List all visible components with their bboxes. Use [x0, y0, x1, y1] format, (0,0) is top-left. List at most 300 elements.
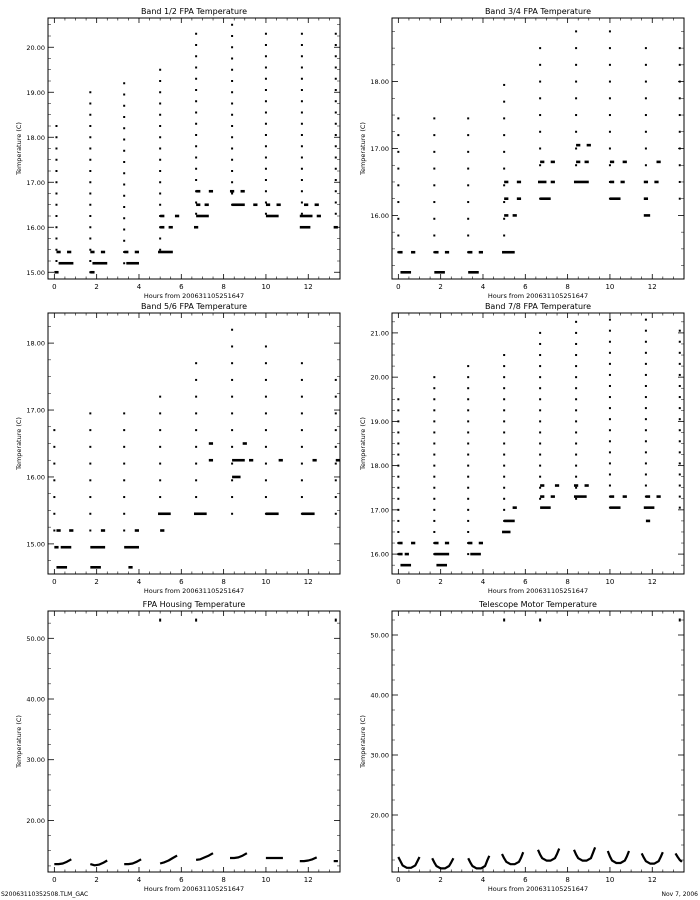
data-point [679, 451, 681, 453]
data-point [335, 157, 337, 159]
data-point [433, 117, 435, 119]
data-point [265, 157, 267, 159]
data-point [645, 462, 647, 464]
data-point [467, 376, 469, 378]
data-point [195, 396, 197, 398]
data-point [467, 151, 469, 153]
x-tick-label: 2 [438, 283, 443, 291]
x-axis-label: Hours from 200631105251647 [487, 292, 589, 300]
data-point [679, 352, 681, 354]
data-point [397, 235, 399, 237]
data-point [89, 136, 91, 138]
data-point [503, 498, 505, 500]
data-point [195, 202, 197, 204]
data-point [609, 64, 611, 66]
data-point [231, 91, 233, 93]
data-point [265, 123, 267, 125]
data-point [265, 345, 267, 347]
data-point [89, 91, 91, 93]
data-point [433, 465, 435, 467]
data-spike-point [335, 619, 337, 622]
data-point [231, 412, 233, 414]
data-point [195, 463, 197, 465]
data-point [467, 443, 469, 445]
data-point [433, 168, 435, 170]
data-point [503, 387, 505, 389]
data-point [159, 80, 161, 82]
data-point [503, 365, 505, 367]
data-point [89, 249, 91, 251]
data-point [89, 479, 91, 481]
data-point [123, 206, 125, 208]
data-point [195, 446, 197, 448]
data-point [265, 134, 267, 136]
data-point [89, 530, 91, 532]
data-point [645, 374, 647, 376]
data-point [231, 58, 233, 60]
data-point [265, 44, 267, 46]
data-point [539, 498, 541, 500]
data-point [301, 44, 303, 46]
data-point [265, 379, 267, 381]
data-trace [124, 859, 141, 864]
data-point [609, 30, 611, 32]
data-point [89, 215, 91, 217]
data-point [433, 218, 435, 220]
data-point [539, 97, 541, 99]
data-point [123, 150, 125, 152]
data-point [265, 429, 267, 431]
data-point [89, 103, 91, 105]
data-point [679, 148, 681, 150]
y-tick-label: 17.00 [370, 145, 389, 153]
data-point [265, 362, 267, 364]
data-spike-point [159, 619, 161, 622]
data-point [467, 531, 469, 533]
data-point [89, 260, 91, 262]
data-point [539, 47, 541, 49]
data-point [195, 123, 197, 125]
data-point [539, 164, 541, 166]
data-point [679, 385, 681, 387]
data-point [231, 136, 233, 138]
data-point [433, 454, 435, 456]
plot-title: Band 1/2 FPA Temperature [140, 7, 248, 16]
data-point [123, 116, 125, 118]
data-point [301, 479, 303, 481]
data-point [539, 398, 541, 400]
x-tick-label: 8 [221, 876, 226, 884]
data-point [539, 148, 541, 150]
data-point [433, 431, 435, 433]
data-point [195, 112, 197, 114]
data-point [335, 496, 337, 498]
data-point [159, 204, 161, 206]
data-point [55, 226, 57, 228]
data-point [159, 170, 161, 172]
data-point [467, 134, 469, 136]
data-point [679, 374, 681, 376]
data-point [609, 114, 611, 116]
data-point [503, 376, 505, 378]
data-point [89, 463, 91, 465]
data-point [123, 105, 125, 107]
y-tick-label: 40.00 [26, 695, 45, 704]
footer-date: Nov 7, 2006 [661, 891, 698, 898]
data-point [231, 429, 233, 431]
data-point [645, 148, 647, 150]
data-point [301, 67, 303, 69]
data-point [301, 78, 303, 80]
x-tick-label: 8 [565, 578, 570, 586]
data-point [467, 409, 469, 411]
data-point [503, 487, 505, 489]
data-trace [676, 853, 682, 861]
data-point [195, 33, 197, 35]
data-point [575, 420, 577, 422]
data-point [433, 520, 435, 522]
data-point [335, 463, 337, 465]
data-point [679, 418, 681, 420]
data-point [195, 100, 197, 102]
data-point [195, 145, 197, 147]
data-point [195, 362, 197, 364]
data-point [123, 530, 125, 532]
data-point [397, 531, 399, 533]
data-point [503, 420, 505, 422]
data-point [89, 412, 91, 414]
data-point [53, 429, 55, 431]
data-point [575, 114, 577, 116]
data-point [123, 127, 125, 129]
data-point [539, 420, 541, 422]
data-point [433, 235, 435, 237]
y-tick-label: 30.00 [26, 756, 45, 765]
data-point [433, 498, 435, 500]
data-point [123, 82, 125, 84]
data-point [467, 465, 469, 467]
data-point [503, 509, 505, 511]
data-point [467, 218, 469, 220]
x-tick-label: 10 [261, 876, 271, 884]
data-point [467, 476, 469, 478]
data-point [645, 330, 647, 332]
data-point [503, 235, 505, 237]
data-trace [54, 859, 71, 864]
data-point [231, 35, 233, 37]
y-tick-label: 15.00 [26, 540, 45, 549]
data-point [609, 485, 611, 487]
data-point [645, 341, 647, 343]
data-point [231, 69, 233, 71]
data-point [231, 496, 233, 498]
data-point [609, 319, 611, 321]
data-point [265, 202, 267, 204]
data-point [433, 387, 435, 389]
data-point [89, 238, 91, 240]
data-point [503, 398, 505, 400]
data-point [575, 97, 577, 99]
data-trace [300, 857, 317, 861]
data-point [231, 170, 233, 172]
data-point [679, 341, 681, 343]
data-point [609, 330, 611, 332]
data-point [195, 67, 197, 69]
data-point [335, 123, 337, 125]
data-point [503, 476, 505, 478]
data-point [645, 485, 647, 487]
data-point [123, 496, 125, 498]
data-point [609, 97, 611, 99]
data-point [467, 509, 469, 511]
data-point [195, 134, 197, 136]
data-point [195, 168, 197, 170]
data-point [575, 30, 577, 32]
x-tick-label: 2 [94, 283, 99, 291]
data-point [575, 431, 577, 433]
data-point [609, 363, 611, 365]
data-point [503, 201, 505, 203]
data-point [575, 354, 577, 356]
data-trace [230, 853, 247, 858]
data-point [679, 47, 681, 49]
data-point [335, 55, 337, 57]
data-trace [432, 858, 453, 868]
data-trace [538, 849, 559, 861]
data-point [195, 412, 197, 414]
data-point [645, 164, 647, 166]
plot-panel-1 [15, 7, 340, 300]
data-point [335, 134, 337, 136]
x-tick-label: 6 [179, 876, 184, 884]
data-point [265, 479, 267, 481]
data-point [397, 454, 399, 456]
data-point [265, 446, 267, 448]
data-point [539, 431, 541, 433]
data-point [645, 81, 647, 83]
x-tick-label: 12 [647, 578, 657, 586]
data-point [195, 479, 197, 481]
data-point [679, 507, 681, 509]
data-point [397, 443, 399, 445]
data-point [397, 134, 399, 136]
data-point [503, 354, 505, 356]
x-tick-label: 0 [396, 283, 401, 291]
y-tick-label: 20.00 [26, 816, 45, 825]
data-point [123, 161, 125, 163]
data-point [503, 431, 505, 433]
x-tick-label: 0 [52, 578, 57, 586]
x-tick-label: 12 [647, 283, 657, 291]
data-point [159, 91, 161, 93]
y-tick-label: 19.00 [370, 417, 389, 426]
data-point [575, 443, 577, 445]
data-point [645, 97, 647, 99]
plot-panel-6 [359, 600, 684, 893]
data-point [123, 229, 125, 231]
data-point [301, 100, 303, 102]
data-point [335, 513, 337, 515]
data-point [159, 412, 161, 414]
data-point [231, 193, 233, 195]
data-point [159, 238, 161, 240]
data-point [575, 454, 577, 456]
x-tick-label: 6 [179, 578, 184, 586]
data-point [265, 89, 267, 91]
y-tick-label: 15.00 [26, 268, 45, 277]
data-point [123, 479, 125, 481]
data-point [609, 164, 611, 166]
data-point [335, 429, 337, 431]
y-tick-label: 40.00 [370, 691, 389, 700]
data-point [265, 463, 267, 465]
data-point [301, 446, 303, 448]
data-point [195, 429, 197, 431]
data-spike-point [679, 619, 681, 622]
y-tick-label: 20.00 [370, 811, 389, 820]
data-point [301, 134, 303, 136]
data-point [575, 409, 577, 411]
data-point [467, 398, 469, 400]
data-point [301, 55, 303, 57]
data-point [609, 418, 611, 420]
data-point [231, 24, 233, 26]
data-point [575, 365, 577, 367]
y-tick-label: 21.00 [370, 329, 389, 338]
data-point [265, 190, 267, 192]
data-point [231, 396, 233, 398]
data-point [397, 184, 399, 186]
y-tick-label: 50.00 [26, 634, 45, 643]
data-point [265, 168, 267, 170]
data-point [433, 531, 435, 533]
data-point [575, 131, 577, 133]
data-point [195, 55, 197, 57]
data-point [575, 148, 577, 150]
data-point [679, 131, 681, 133]
x-tick-label: 12 [647, 876, 657, 884]
data-point [123, 513, 125, 515]
data-point [645, 114, 647, 116]
data-point [265, 100, 267, 102]
data-point [645, 385, 647, 387]
data-point [397, 218, 399, 220]
data-point [467, 387, 469, 389]
data-point [679, 164, 681, 166]
data-point [645, 451, 647, 453]
data-point [679, 462, 681, 464]
data-point [467, 520, 469, 522]
data-point [397, 476, 399, 478]
y-axis-label: Temperature (C) [359, 715, 367, 768]
data-point [609, 352, 611, 354]
data-point [301, 412, 303, 414]
data-point [645, 396, 647, 398]
data-point [335, 100, 337, 102]
data-point [503, 443, 505, 445]
data-point [645, 319, 647, 321]
data-point [609, 385, 611, 387]
data-point [539, 476, 541, 478]
data-trace [196, 853, 213, 860]
data-point [301, 463, 303, 465]
data-point [301, 496, 303, 498]
x-tick-label: 4 [480, 283, 486, 291]
data-point [231, 479, 233, 481]
plot-frame [48, 313, 340, 574]
plot-panel-4 [359, 302, 684, 595]
data-point [645, 429, 647, 431]
plot-frame [48, 611, 340, 872]
data-point [55, 215, 57, 217]
data-point [231, 345, 233, 347]
data-trace [608, 851, 629, 863]
data-point [679, 440, 681, 442]
data-point [433, 151, 435, 153]
data-point [123, 94, 125, 96]
data-point [231, 446, 233, 448]
data-point [123, 463, 125, 465]
data-point [301, 190, 303, 192]
data-point [539, 409, 541, 411]
data-point [645, 352, 647, 354]
data-point [433, 509, 435, 511]
data-point [609, 396, 611, 398]
x-tick-label: 2 [94, 876, 99, 884]
data-point [159, 249, 161, 251]
y-tick-label: 18.00 [370, 462, 389, 471]
y-tick-label: 30.00 [370, 751, 389, 760]
data-point [265, 179, 267, 181]
data-point [301, 202, 303, 204]
data-point [539, 131, 541, 133]
x-tick-label: 4 [136, 876, 142, 884]
data-point [575, 465, 577, 467]
x-tick-label: 8 [221, 578, 226, 586]
data-point [123, 262, 125, 264]
data-point [89, 226, 91, 228]
x-tick-label: 4 [480, 578, 486, 586]
data-point [467, 498, 469, 500]
x-axis-label: Hours from 200631105251647 [487, 885, 589, 893]
data-point [679, 198, 681, 200]
data-point [265, 396, 267, 398]
data-point [575, 498, 577, 500]
data-point [609, 341, 611, 343]
data-point [433, 409, 435, 411]
data-point [539, 354, 541, 356]
data-point [89, 159, 91, 161]
data-point [679, 473, 681, 475]
data-point [335, 89, 337, 91]
data-point [433, 201, 435, 203]
data-point [397, 465, 399, 467]
data-point [679, 396, 681, 398]
data-point [55, 260, 57, 262]
data-point [89, 148, 91, 150]
x-tick-label: 6 [179, 283, 184, 291]
x-tick-label: 6 [523, 283, 528, 291]
data-point [159, 479, 161, 481]
data-point [539, 487, 541, 489]
data-point [609, 429, 611, 431]
data-point [55, 181, 57, 183]
plot-frame [48, 18, 340, 279]
data-point [301, 145, 303, 147]
data-point [575, 47, 577, 49]
x-axis-label: Hours from 200631105251647 [143, 292, 245, 300]
data-point [433, 184, 435, 186]
